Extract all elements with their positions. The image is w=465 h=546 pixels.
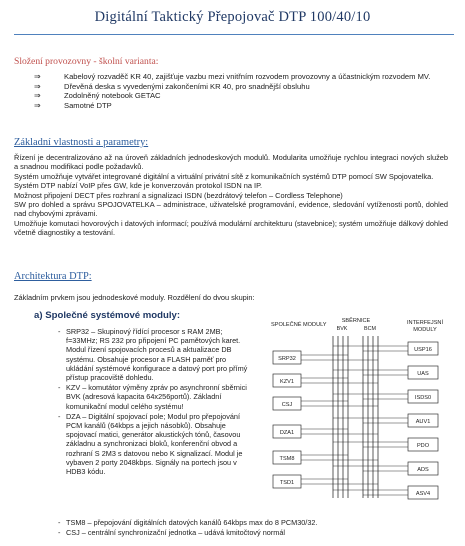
- section-heading-composition: Složení provozovny - školní varianta:: [14, 56, 159, 67]
- diagram-label-common: SPOLEČNÉ MODULY: [271, 322, 327, 328]
- list-item: - DZA – Digitální spojovací pole; Modul pro přepojování PCM kanálů (64kbps a jejich násobků). Obsahuje spojovací matici, generátor akustických tónů, časovou základnu a synchronizaci bloků, konferenční obvod a rozhraní S 2M3 s datovou nebo K signalizací. Modul je vybaven 2 porty 2048kbps. Signály na portech jsou v HDB3 kódu.: [58, 411, 243, 477]
- properties-text: [14, 153, 448, 238]
- architecture-intro: Základním prvkem jsou jednodeskové moduly. Rozdělení do dvou skupin:: [14, 293, 255, 302]
- module-auv1: AUV1: [415, 419, 431, 425]
- diagram-label-bus: SBĚRNICE: [341, 318, 371, 324]
- paragraph: Systém DTP nabízí VoIP přes GW, kde je konverzován protokol ISDN na IP.: [14, 181, 263, 191]
- module-usp16: USP16: [414, 347, 432, 353]
- module-kzv1: KZV1: [280, 379, 294, 385]
- list-item: ⇒ Zodolněný notebook GETAC: [34, 91, 161, 101]
- composition-list: [34, 72, 444, 110]
- paragraph: SW pro dohled a správu SPOJOVATELKA – administrace, uživatelské programování, evidence, sledování vytíženosti portů, dohled nad chybovými zprávami.: [14, 200, 448, 219]
- section-heading-properties: Základní vlastnosti a parametry:: [14, 137, 149, 148]
- diagram-label-bvk: BVK: [336, 326, 348, 332]
- arrow-icon: ⇒: [34, 91, 41, 101]
- module-tsm8: TSM8: [279, 456, 295, 462]
- module-uas: UAS: [417, 371, 429, 377]
- paragraph: Řízení je decentralizováno až na úroveň základních jednodeskových modulů. Modularita umožňuje rychlou integraci nových služeb a snadnou modifikaci podle požadavků.: [14, 153, 448, 172]
- module-tsd1: TSD1: [279, 480, 295, 486]
- paragraph: Možnost připojení DECT přes rozhraní a signalizaci ISDN (bezdrátový telefon – Cordless Telephone): [14, 190, 343, 200]
- title-divider: [14, 34, 454, 35]
- paragraph: Systém umožňuje vytvářet integrované digitální a virtuální privátní sítě z komunikačních systémů DTP pomocí SW Spojovatelka.: [14, 171, 434, 181]
- paragraph: Umožňuje komutaci hovorových i datových informací; používá modulární architekturu (stavebnice); systém umožňuje dálkový dohled včetně diagnostiky a testování.: [14, 218, 448, 238]
- common-modules-list: [58, 327, 250, 477]
- list-item: ⇒ Samotné DTP: [34, 100, 112, 110]
- module-csj: CSJ: [281, 402, 293, 408]
- list-item: - CSJ – centrální synchronizační jednotka – udává kmitočtový normál: [58, 528, 286, 538]
- list-item: - TSM8 – přepojování digitálních datových kanálů 64kbps max do 8 PCM30/32.: [58, 518, 318, 527]
- diagram-label-bcm: BCM: [364, 326, 376, 332]
- list-item: ⇒ Dřevěná deska s vyvedenými zakončeními KR 40, pro snadnější obsluhu: [34, 81, 310, 91]
- diagram-label-interface-2: MODULY: [413, 327, 437, 333]
- page-title: Digitální Taktický Přepojovač DTP 100/40/10: [94, 9, 371, 25]
- subsection-heading: a) Společné systémové moduly:: [34, 310, 181, 321]
- module-asv4: ASV4: [415, 491, 431, 497]
- section-heading-architecture: Architektura DTP:: [14, 271, 92, 282]
- arrow-icon: ⇒: [34, 81, 41, 91]
- list-item: - KZV – komutátor výměny zpráv po asynchronní sběrnici BVK (adresová kapacita 64x256portů). Základní komunikační modul celého systému!: [58, 383, 247, 411]
- list-item: - SRP32 – Skupinový řídící procesor s RAM 2MB; f=33MHz; RS 232 pro připojení PC pamětových karet. Modul řízení spojovacích procesů a aktualizace DB systému. Obsahuje procesor a FLASH paměť pro ukládání systémové konfigurace a datový port pro přímý přístup pracoviště dohledu.: [58, 327, 248, 383]
- list-item: ⇒ Kabelový rozvaděč KR 40, zajišťuje vazbu mezi vnitřním rozvodem provozovny a účastnickým rozvodem MV.: [34, 72, 431, 81]
- module-isds0: ISDS0: [414, 395, 432, 401]
- arrow-icon: ⇒: [34, 100, 41, 110]
- common-modules-list-cont: [58, 518, 446, 538]
- module-pdo: PDO: [416, 443, 430, 449]
- diagram-label-interface-1: INTERFEJSNÍ: [406, 320, 444, 326]
- module-dza1: DZA1: [279, 430, 295, 436]
- arrow-icon: ⇒: [34, 72, 41, 81]
- architecture-diagram: [255, 314, 460, 514]
- module-srp32: SRP32: [278, 356, 296, 362]
- module-ads: ADS: [417, 467, 429, 473]
